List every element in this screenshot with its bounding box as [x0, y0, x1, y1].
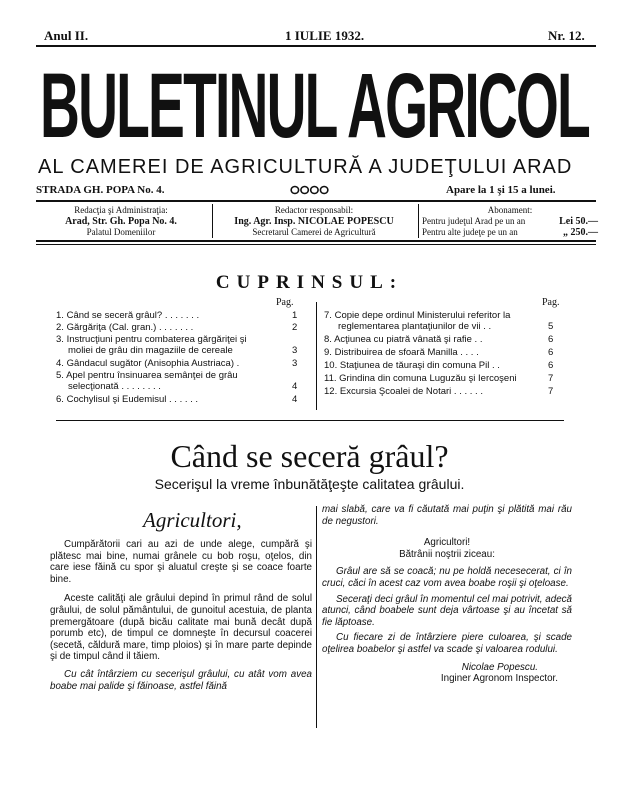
toc-page: 3: [292, 358, 298, 369]
toc-item[interactable]: 6. Cochylisul şi Eudemisul . . . . . .: [56, 394, 199, 405]
paragraph: Cu fiecare zi de întârziere piere culoarea, şi scade oţelirea boabelor şi astfel va scade şi valoarea rodului.: [322, 632, 572, 655]
paragraph: Cumpărătorii cari au azi de unde alege, cumpără şi plătesc mai bine, numai grânele cu bob roşu, oţelos, din care iese făină cu spor şi aluatul creşte şi se coace foarte bine.: [50, 539, 312, 585]
paragraph: Aceste calităţi ale grâului depind în primul rând de solul grâului, de solul pământului, de gunoitul acestuia, de planta premergătoare (după bicău calitate mai bună decât după porumb etc), de timpul ce domneşte în decursul coacerei (secetă, căldură mare, timp ploios) şi în mare parte depinde şi de timpul când il tăiem.: [50, 593, 312, 663]
masthead-title: BULETINUL AGRICOL: [40, 55, 589, 157]
article-left-column: [50, 539, 312, 692]
toc-item[interactable]: 8. Acţiunea cu piatră vânată şi rafie . .: [324, 334, 483, 345]
contents-title: CUPRINSUL:: [215, 272, 404, 293]
paragraph: Grâul are să se coacă; nu pe holdă necesecerat, ci în cruci, căci în acest caz vom avea boabe roşii şi oţeloase.: [322, 566, 572, 589]
issue-number: Nr. 12.: [548, 28, 585, 43]
proverb-intro: Bătrânii noştrii ziceau:: [399, 548, 495, 560]
toc-page: 4: [292, 381, 298, 392]
pag-label-left: Pag.: [276, 297, 294, 308]
office-building: Palatul Domeniilor: [86, 227, 156, 237]
editor-block: [216, 205, 412, 238]
office-address: Arad, Str. Gh. Popa No. 4.: [65, 216, 177, 227]
editor-name: Ing. Agr. Insp. NICOLAE POPESCU: [234, 216, 394, 227]
paragraph: Cu cât întârziem cu secerişul grâului, cu atât vom avea boabe mai palide şi făinoase, astfel făină: [50, 668, 312, 692]
toc-item-cont: reglementarea plantaţiunilor de vii . .: [338, 321, 492, 332]
paragraph: Seceraţi deci grâul în momentul cel mai potrivit, adecă atunci, când boabele sunt deja vârtoase şi au încetat să fie lăptoase.: [322, 593, 572, 628]
subscription-block: [422, 205, 598, 238]
toc-item[interactable]: 10. Staţiunea de tăuraşi din comuna Pil . .: [324, 360, 500, 371]
box-bottom-rule: [36, 240, 596, 242]
toc-page: 1: [292, 310, 298, 321]
toc-item[interactable]: 11. Grindina din comuna Luguzău şi Iercoşeni: [324, 373, 517, 384]
year-label: Anul II.: [44, 28, 89, 43]
contents-left: [56, 311, 306, 411]
toc-item[interactable]: 4. Gândacul sugător (Anisophia Austriaca) .: [56, 358, 240, 369]
subscription-county-label: Pentru judeţul Arad pe un an: [422, 216, 526, 226]
toc-page: 7: [548, 373, 554, 384]
issue-date: 1 IULIE 1932.: [285, 28, 365, 43]
contents-right: [324, 311, 564, 411]
editor-label: Redactor responsabil:: [274, 205, 354, 215]
toc-page: 5: [548, 321, 554, 332]
street-address: STRADA GH. POPA No. 4.: [36, 184, 165, 196]
top-rule: [36, 45, 596, 47]
toc-item[interactable]: 5. Apel pentru însinuarea semânţei de grâu: [56, 370, 238, 381]
contents-divider: [316, 302, 317, 410]
toc-item[interactable]: 2. Gărgăriţa (Cal. gran.) . . . . . . .: [56, 322, 194, 333]
signature-title: Inginer Agronom Inspector.: [440, 673, 558, 685]
toc-page: 4: [292, 394, 298, 405]
column-divider: [316, 506, 317, 728]
salutation: Agricultori!: [423, 537, 471, 549]
editorial-office: [36, 205, 206, 238]
toc-page: 6: [548, 360, 554, 371]
subscription-other-price: „ 250.—: [563, 227, 598, 238]
article-title: Când se seceră grâul?: [170, 438, 449, 474]
toc-page: 6: [548, 334, 554, 345]
frequency: Apare la 1 şi 15 a lunei.: [446, 184, 556, 196]
masthead-subtitle: AL CAMEREI DE AGRICULTURĂ A JUDEŢULUI ARAD: [38, 156, 573, 178]
toc-item[interactable]: 1. Când se seceră grâul? . . . . . . .: [56, 310, 200, 321]
subscription-county-price: Lei 50.—: [559, 216, 598, 227]
box-divider-2: [418, 204, 419, 238]
contents-bottom-rule: [56, 420, 564, 421]
subscription-other-label: Pentru alte judeţe pe un an: [422, 227, 518, 237]
ornament: ⵔⵔⵔⵔ: [290, 185, 330, 197]
article-heading: Agricultori,: [143, 508, 242, 532]
paragraph: mai slabă, care va fi căutată mai puţin şi plătită mai rău de negustori.: [322, 504, 572, 527]
toc-item-cont: moliei de grâu din magaziile de cereale: [68, 345, 233, 356]
toc-page: 2: [292, 322, 298, 333]
toc-item-cont: selecţionată . . . . . . . .: [68, 381, 161, 392]
toc-item[interactable]: 7. Copie depe ordinul Ministerului referitor la: [324, 310, 511, 321]
box-divider-1: [212, 204, 213, 238]
article-subtitle: Secerişul la vreme înbunătăţeşte calitatea grâului.: [154, 476, 465, 492]
toc-item[interactable]: 12. Excursia Şcoalei de Notari . . . . . .: [324, 386, 483, 397]
article-right-column: [322, 504, 572, 685]
box-top-rule: [36, 200, 596, 202]
signature-name: Nicolae Popescu.: [461, 661, 538, 673]
toc-page: 6: [548, 347, 554, 358]
toc-item[interactable]: 3. Instrucţiuni pentru combaterea gărgăriţei şi: [56, 334, 247, 345]
toc-item[interactable]: 9. Distribuirea de sfoară Manilla . . . .: [324, 347, 479, 358]
office-label: Redacţia şi Administraţia:: [74, 205, 168, 215]
box-bottom-rule-2: [36, 244, 596, 245]
toc-page: 3: [292, 345, 298, 356]
editor-role: Secretarul Camerei de Agricultură: [252, 227, 376, 237]
toc-page: 7: [548, 386, 554, 397]
pag-label-right: Pag.: [542, 297, 560, 308]
subscription-label: Abonament:: [487, 205, 533, 215]
